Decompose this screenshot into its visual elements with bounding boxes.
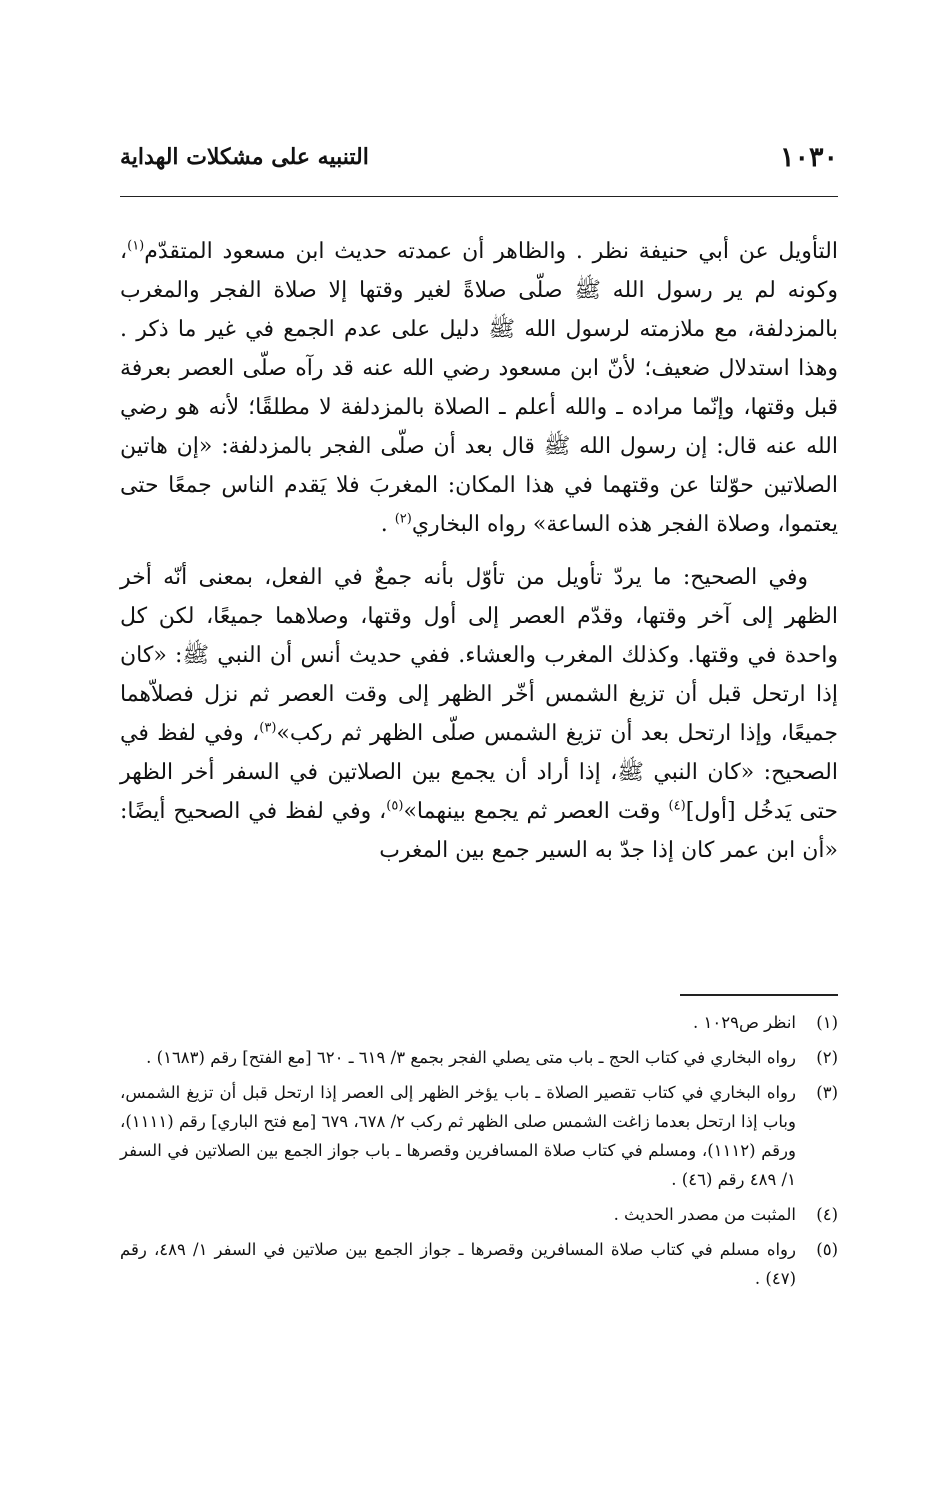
- footnote-text: رواه البخاري في كتاب تقصير الصلاة ـ باب يؤخر الظهر إلى العصر إذا ارتحل قبل أن تزيغ الشمس، وباب إذا ارتحل بعدما زاغت الشمس صلى الظهر ثم ركب ٢/ ٦٧٨، ٦٧٩ [مع فتح الباري] رقم (١١١١)، ورقم (١١١٢)، ومسلم في كتاب صلاة المسافرين وقصرها ـ باب جواز الجمع بين الصلاتين في السفر ١/ ٤٨٩ رقم (٤٦) .: [120, 1083, 796, 1189]
- footnote-text: المثبت من مصدر الحديث .: [613, 1205, 796, 1224]
- footnote-item: [120, 1235, 838, 1293]
- text-run: ، وفي لفظ في الصحيح: «كان النبي ﷺ، إذا أراد أن يجمع بين الصلاتين في السفر أخر الظهر حتى يَدخُل [أول]: [120, 721, 839, 824]
- text-run: التأويل عن أبي حنيفة نظر . والظاهر أن عمدته حديث ابن مسعود المتقدّم: [144, 239, 838, 264]
- text-run: وقت العصر ثم يجمع بينهما»: [403, 799, 669, 824]
- footnote-item: [120, 1043, 838, 1072]
- footnote-item: [120, 1200, 838, 1229]
- footnote-text: رواه مسلم في كتاب صلاة المسافرين وقصرها ـ جواز الجمع بين صلاتين في السفر ١/ ٤٨٩، رقم (٤٧) .: [120, 1240, 796, 1288]
- header-divider: [120, 196, 838, 197]
- footnote-number: (٥): [816, 1240, 838, 1259]
- footnote-divider: [680, 994, 838, 996]
- footnote-ref: (٥): [386, 798, 404, 814]
- paragraph: [120, 558, 838, 870]
- footnote-number: (٤): [816, 1205, 838, 1224]
- text-run: وفي الصحيح: ما يردّ تأويل من تأوّل بأنه جمعٌ في الفعل، بمعنى أنّه أخر الظهر إلى آخر وقتها، وقدّم العصر إلى أول وقتها، وصلاهما جميعًا، لكن كل واحدة في وقتها. وكذلك المغرب والعشاء. ففي حديث أنس أن النبي ﷺ: «كان إذا ارتحل قبل أن تزيغ الشمس أخّر الظهر إلى وقت العصر ثم نزل فصلاّهما جميعًا، وإذا ارتحل بعد أن تزيغ الشمس صلّى الظهر ثم ركب»: [120, 565, 838, 746]
- footnote-text: انظر ص١٠٢٩ .: [693, 1013, 796, 1032]
- paragraph: [120, 232, 838, 544]
- footnote-item: [120, 1008, 838, 1037]
- text-run: ، وكونه لم ير رسول الله ﷺ صلّى صلاةً لغير وقتها إلا صلاة الفجر والمغرب بالمزدلفة، مع ملازمته لرسول الله ﷺ دليل على عدم الجمع في غير ما ذكر . وهذا استدلال ضعيف؛ لأنّ ابن مسعود رضي الله عنه قد رآه صلّى العصر بعرفة قبل وقتها، وإنّما مراده ـ والله أعلم ـ الصلاة بالمزدلفة لا مطلقًا؛ لأنه هو رضي الله عنه قال: إن رسول الله ﷺ قال بعد أن صلّى الفجر بالمزدلفة: «إن هاتين الصلاتين حوّلتا عن وقتهما في هذا المكان: المغربَ فلا يَقدم الناس جمعًا حتى يعتموا، وصلاة الفجر هذه الساعة» رواه البخاري: [120, 239, 838, 537]
- text-run: .: [380, 512, 395, 537]
- main-text: [120, 232, 838, 870]
- text-run: ، وفي لفظ في الصحيح أيضًا: «أن ابن عمر كان إذا جدّ به السير جمع بين المغرب: [120, 799, 838, 863]
- footnote-number: (٢): [816, 1048, 838, 1067]
- footnote-ref: (٢): [394, 511, 412, 527]
- footnote-ref: (١): [127, 238, 145, 254]
- footnote-ref: (٤): [668, 798, 686, 814]
- footnote-ref: (٣): [259, 720, 277, 736]
- page-header: [120, 140, 838, 180]
- footnote-item: [120, 1078, 838, 1194]
- footnote-number: (٣): [816, 1083, 838, 1102]
- running-title: التنبيه على مشكلات الهداية: [120, 144, 369, 170]
- page-number: ١٠٣٠: [779, 142, 838, 173]
- footnote-number: (١): [816, 1013, 838, 1032]
- footnote-text: رواه البخاري في كتاب الحج ـ باب متى يصلي الفجر بجمع ٣/ ٦١٩ ـ ٦٢٠ [مع الفتح] رقم (١٦٨٣) .: [146, 1048, 796, 1067]
- footnotes: [120, 1008, 838, 1299]
